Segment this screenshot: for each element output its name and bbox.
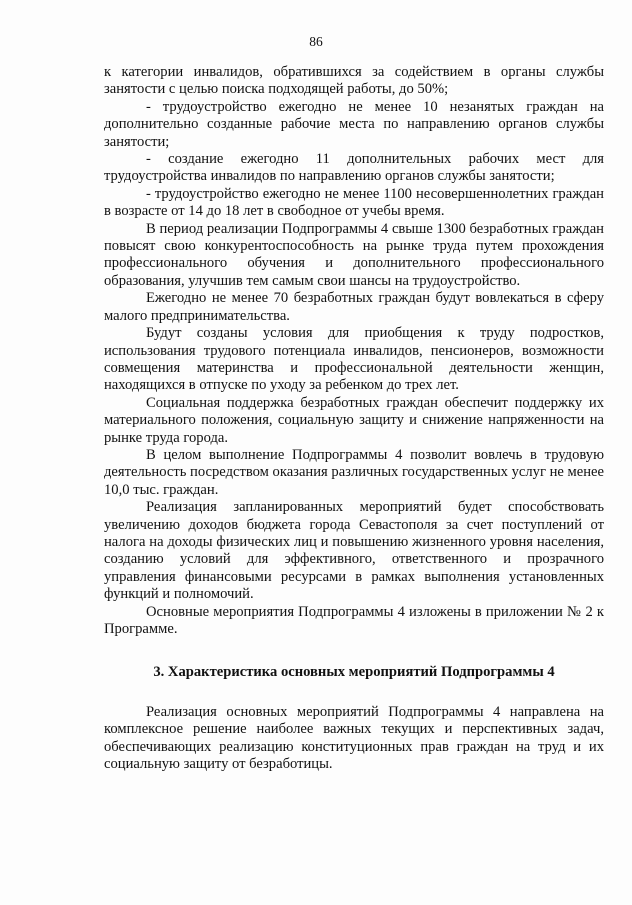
page-number: 86	[309, 34, 323, 49]
paragraph: Социальная поддержка безработных граждан обеспечит поддержку их материального положения, социальную защиту и снижение напряженности на рынке труда города.	[104, 394, 604, 446]
paragraph: Основные мероприятия Подпрограммы 4 изложены в приложении № 2 к Программе.	[104, 603, 604, 637]
list-item: - трудоустройство ежегодно не менее 1100 несовершеннолетних граждан в возрасте от 14 до 18 лет в свободное от учебы время.	[104, 185, 604, 220]
paragraph: к категории инвалидов, обратившихся за содействием в органы службы занятости с целью поиска подходящей работы, до 50%;	[104, 64, 604, 98]
paragraph: В целом выполнение Подпрограммы 4 позволит вовлечь в трудовую деятельность посредством оказания различных государственных услуг не менее 10,0 тыс. граждан.	[104, 446, 604, 498]
paragraph: Будут созданы условия для приобщения к труду подростков, использования трудового потенциала инвалидов, пенсионеров, возможности совмещения материнства и профессиональной деятельности женщин, находящихся в отпуске по уходу за ребенком до трех лет.	[104, 325, 604, 394]
paragraph: В период реализации Подпрограммы 4 свыше 1300 безработных граждан повысят свою конкурентоспособность на рынке труда путем прохождения профессионального обучения и дополнительного профессионального образования, улучшив тем самым свои шансы на трудоустройство.	[104, 220, 604, 289]
paragraph: Реализация основных мероприятий Подпрограммы 4 направлена на комплексное решение наиболее важных текущих и перспективных задач, обеспечивающих реализацию конституционных прав граждан на труд и их социальную защиту от безработицы.	[104, 703, 604, 773]
section-heading: 3. Характеристика основных мероприятий Подпрограммы 4	[153, 664, 555, 681]
list-item: - трудоустройство ежегодно не менее 10 незанятых граждан на дополнительно созданные рабочие места по направлению органов службы занятости;	[104, 98, 604, 150]
paragraph: Реализация запланированных мероприятий будет способствовать увеличению доходов бюджета города Севастополя за счет поступлений от налога на доходы физических лиц и повышению жизненного уровня населения, созданию условий для эффективного, ответственного и прозрачного управления финансовыми ресурсами в рамках выполнения установленных функций и полномочий.	[104, 499, 604, 603]
paragraph: Ежегодно не менее 70 безработных граждан будут вовлекаться в сферу малого предпринимательства.	[104, 290, 604, 324]
list-item: - создание ежегодно 11 дополнительных рабочих мест для трудоустройства инвалидов по направлению органов службы занятости;	[104, 151, 604, 185]
document-body	[104, 64, 604, 773]
